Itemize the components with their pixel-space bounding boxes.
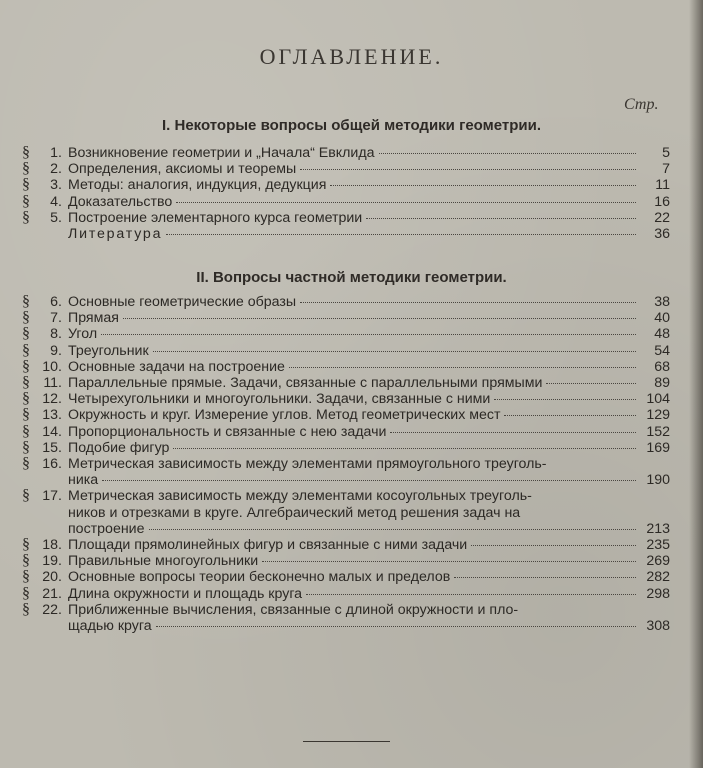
- toc-entry: [22, 553, 670, 569]
- entry-number: 14.: [42, 423, 62, 440]
- toc-entry: [22, 145, 670, 161]
- toc-entry: [22, 569, 670, 585]
- page-number: 282: [646, 569, 670, 586]
- toc-entry: [22, 326, 670, 342]
- section-symbol: §: [22, 455, 30, 473]
- toc-entry: [22, 537, 670, 553]
- section-symbol: §: [22, 568, 30, 586]
- part1-heading: I. Некоторые вопросы общей методики геометрии.: [162, 117, 541, 134]
- dot-leader: [454, 577, 636, 578]
- page-number: 190: [646, 472, 670, 489]
- entry-title-line: ника: [68, 472, 99, 489]
- dot-leader: [330, 185, 636, 186]
- dot-leader: [379, 153, 636, 154]
- toc-entry: [22, 161, 670, 177]
- entry-number: 8.: [50, 326, 62, 343]
- entry-title-line: Возникновение геометрии и „Начала“ Евклида: [68, 145, 375, 161]
- entry-number: 17.: [42, 488, 62, 505]
- section-symbol: §: [22, 600, 30, 618]
- entry-title: [68, 375, 640, 391]
- section-symbol: §: [22, 536, 30, 554]
- entry-title: [68, 161, 640, 177]
- page-number: 104: [646, 391, 670, 408]
- entry-title: [68, 210, 640, 226]
- entry-title: [68, 194, 640, 210]
- page-column-label: Стр.: [624, 96, 659, 113]
- page-number: 48: [654, 326, 670, 343]
- toc-entry: [22, 440, 670, 456]
- dot-leader: [471, 545, 636, 546]
- page-number: 308: [646, 618, 670, 635]
- entry-title: [68, 602, 640, 634]
- dot-leader: [504, 415, 636, 416]
- toc-entry: [22, 407, 670, 423]
- dot-leader: [156, 626, 636, 627]
- toc-entry: [22, 343, 670, 359]
- bottom-rule: [303, 741, 390, 742]
- section-symbol: §: [22, 341, 30, 359]
- entry-number: 5.: [50, 209, 62, 226]
- page-number: 89: [654, 375, 670, 392]
- page-edge-shadow: [689, 0, 703, 768]
- toc-entry: [22, 310, 670, 326]
- dot-leader: [123, 318, 636, 319]
- entry-title-line: Определения, аксиомы и теоремы: [68, 161, 297, 178]
- entry-title: [68, 569, 640, 585]
- entry-number: 2.: [50, 161, 62, 178]
- entry-title-line: Основные задачи на построение: [68, 358, 285, 375]
- entry-number: 7.: [50, 310, 62, 327]
- page-number: 169: [646, 439, 670, 456]
- page-number: 38: [654, 294, 670, 310]
- dot-leader: [101, 334, 636, 335]
- section-symbol: §: [22, 293, 30, 310]
- page-number: 152: [646, 423, 670, 440]
- entry-title: [68, 553, 640, 569]
- dot-leader: [306, 594, 636, 595]
- entry-title-line: построение: [68, 520, 145, 537]
- entry-title-line: Подобие фигур: [68, 439, 170, 456]
- section-symbol: §: [22, 552, 30, 570]
- entry-title-line: Угол: [68, 326, 98, 343]
- entry-title-line: Правильные многоугольники: [68, 553, 259, 570]
- toc-entry: [22, 294, 670, 310]
- entry-title: [68, 359, 640, 375]
- entry-title-line: Пропорциональность и связанные с нею задачи: [68, 423, 387, 440]
- entry-title: [68, 424, 640, 440]
- dot-leader: [390, 432, 636, 433]
- section-symbol: §: [22, 160, 30, 178]
- dot-leader: [102, 480, 636, 481]
- entry-title-line: Литература: [68, 226, 163, 243]
- page-number: 298: [646, 585, 670, 602]
- entry-number: 21.: [42, 585, 62, 602]
- entry-title: [68, 440, 640, 456]
- section-symbol: §: [22, 192, 30, 210]
- section-symbol: §: [22, 374, 30, 392]
- entry-title: [68, 456, 640, 488]
- entry-title-line: Окружность и круг. Измерение углов. Метод геометрических мест: [68, 407, 501, 424]
- toc-entry: [22, 194, 670, 210]
- entry-title: [68, 145, 640, 161]
- section-symbol: §: [22, 422, 30, 440]
- section-symbol: §: [22, 584, 30, 602]
- entry-number: 4.: [50, 193, 62, 210]
- page-number: 40: [654, 310, 670, 327]
- section-symbol: §: [22, 208, 30, 226]
- entry-title: [68, 326, 640, 342]
- entry-number: 3.: [50, 177, 62, 194]
- toc-entry: [22, 375, 670, 391]
- entry-title: [68, 177, 640, 193]
- dot-leader: [153, 351, 636, 352]
- entry-title-line: Прямая: [68, 310, 119, 327]
- dot-leader: [300, 169, 636, 170]
- section-symbol: §: [22, 487, 30, 505]
- entry-number: 11.: [43, 375, 62, 392]
- toc-entry: [22, 359, 670, 375]
- entry-title-line: Площади прямолинейных фигур и связанные с ними задачи: [68, 537, 468, 554]
- section-symbol: §: [22, 357, 30, 375]
- toc-entry: [22, 456, 670, 488]
- dot-leader: [366, 218, 636, 219]
- page-number: 68: [654, 358, 670, 375]
- entry-title-line: Метрическая зависимость между элементами прямоугольного треуголь-: [68, 456, 547, 473]
- toc-entry: [22, 210, 670, 226]
- dot-leader: [166, 234, 636, 235]
- section-symbol: §: [22, 390, 30, 408]
- entry-title: [68, 407, 640, 423]
- entry-title-line: Доказательство: [68, 193, 173, 210]
- toc-entry: [22, 226, 670, 242]
- page-number: 16: [654, 193, 670, 210]
- entry-number: 18.: [42, 537, 62, 554]
- entry-title-line: Приближенные вычисления, связанные с длиной окружности и пло-: [68, 601, 519, 618]
- entry-number: 12.: [42, 391, 62, 408]
- page-title: ОГЛАВЛЕНИЕ.: [259, 44, 444, 69]
- part2-heading: II. Вопросы частной методики геометрии.: [196, 269, 507, 286]
- dot-leader: [262, 561, 636, 562]
- page-number: 36: [654, 226, 670, 243]
- dot-leader: [289, 367, 636, 368]
- entry-number: 9.: [50, 342, 62, 359]
- entry-title-line: Основные геометрические образы: [68, 294, 297, 310]
- entry-number: 19.: [42, 553, 62, 570]
- entry-title: [68, 391, 640, 407]
- entry-title-line: Длина окружности и площадь круга: [68, 585, 303, 602]
- entry-title-line: ников и отрезками в круге. Алгебраический метод решения задач на: [68, 504, 521, 521]
- entry-number: 20.: [42, 569, 62, 586]
- entry-title-line: Треугольник: [68, 342, 149, 359]
- page-number: 54: [654, 342, 670, 359]
- entry-title-line: Четырехугольники и многоугольники. Задачи, связанные с ними: [68, 391, 491, 408]
- page-number: 235: [646, 537, 670, 554]
- entry-title-line: Методы: аналогия, индукция, дедукция: [68, 177, 327, 194]
- dot-leader: [300, 302, 636, 303]
- page-number: 269: [646, 553, 670, 570]
- entry-title-line: Построение элементарного курса геометрии: [68, 209, 363, 226]
- entry-title-line: щадью круга: [68, 618, 152, 635]
- entry-number: 6.: [50, 294, 62, 310]
- toc-entry: [22, 177, 670, 193]
- page-number: 22: [654, 209, 670, 226]
- entry-number: 16.: [42, 456, 62, 473]
- page-number: 213: [646, 520, 670, 537]
- dot-leader: [173, 448, 636, 449]
- toc-entry: [22, 602, 670, 634]
- entry-title-line: Метрическая зависимость между элементами косоугольных треуголь-: [68, 488, 532, 505]
- section-symbol: §: [22, 309, 30, 327]
- entry-number: 1.: [50, 145, 62, 161]
- entry-number: 15.: [42, 439, 62, 456]
- page-number: 7: [662, 161, 670, 178]
- entry-title: [68, 488, 640, 537]
- entry-title: [68, 537, 640, 553]
- section-symbol: §: [22, 325, 30, 343]
- toc-entry: [22, 391, 670, 407]
- entry-title: [68, 343, 640, 359]
- toc-entry: [22, 488, 670, 537]
- entry-number: 10.: [42, 358, 62, 375]
- dot-leader: [546, 383, 636, 384]
- section-symbol: §: [22, 406, 30, 424]
- entry-title: [68, 294, 640, 310]
- page-number: 129: [646, 407, 670, 424]
- dot-leader: [149, 529, 637, 530]
- section-symbol: §: [22, 438, 30, 456]
- page-number: 5: [662, 145, 670, 161]
- entry-title: [68, 586, 640, 602]
- part1-toc: [22, 145, 670, 242]
- toc-entry: [22, 424, 670, 440]
- entry-number: 22.: [42, 601, 62, 618]
- entry-title: [68, 310, 640, 326]
- page-number: 11: [655, 177, 670, 194]
- entry-title-line: Основные вопросы теории бесконечно малых и пределов: [68, 569, 451, 586]
- dot-leader: [494, 399, 636, 400]
- entry-title-line: Параллельные прямые. Задачи, связанные с параллельными прямыми: [68, 375, 543, 392]
- part2-toc: [22, 294, 670, 634]
- section-symbol: §: [22, 144, 30, 161]
- toc-entry: [22, 586, 670, 602]
- dot-leader: [176, 202, 636, 203]
- entry-number: 13.: [42, 407, 62, 424]
- entry-title: [68, 226, 640, 242]
- section-symbol: §: [22, 176, 30, 194]
